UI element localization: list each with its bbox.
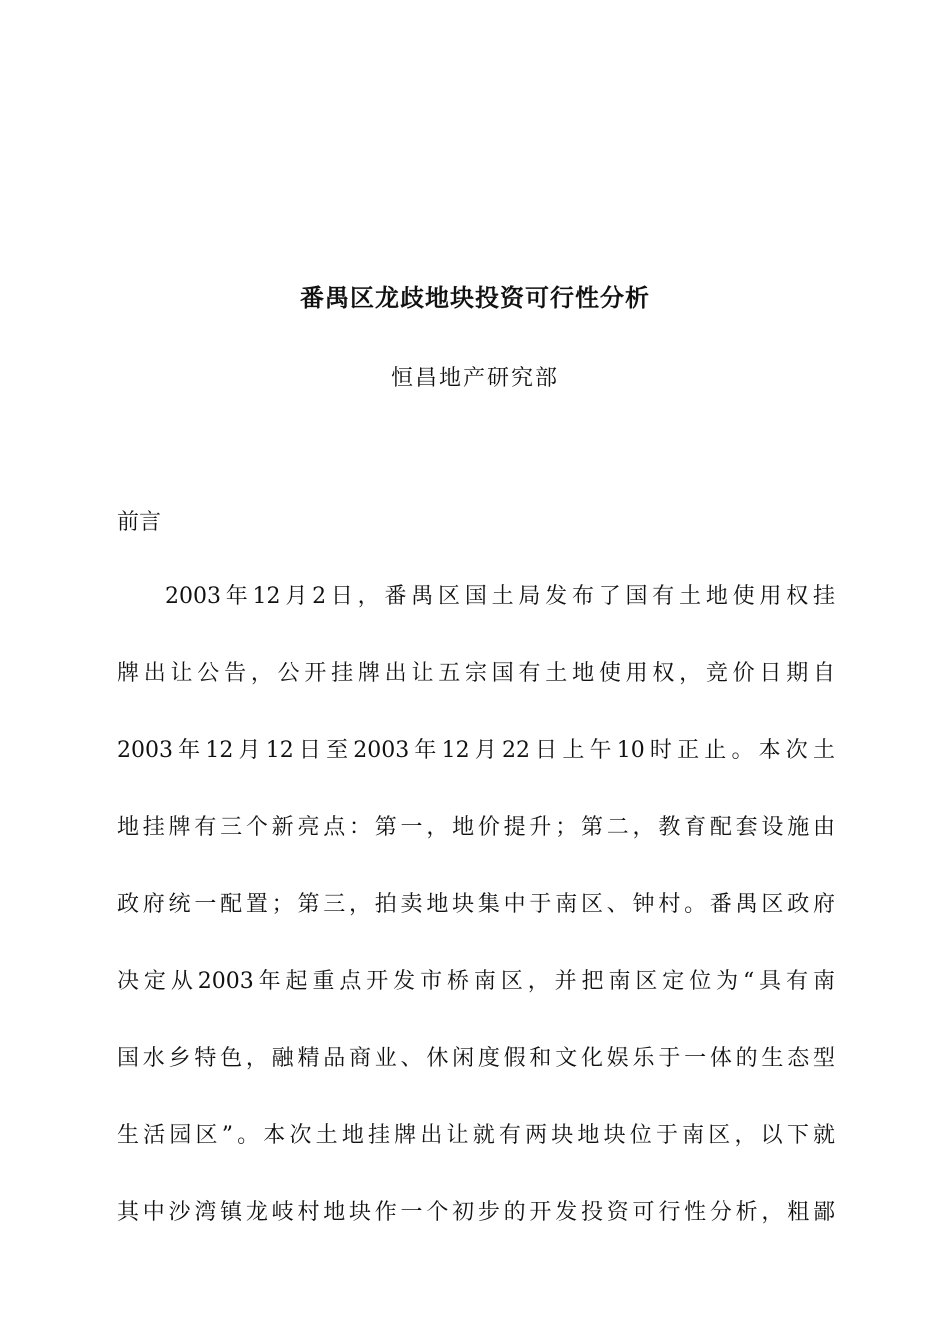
paragraph-line: 2003年12月2日，番禺区国土局发布了国有土地使用权挂: [165, 584, 835, 609]
paragraph-line: 决定从2003年起重点开发市桥南区，并把南区定位为“具有南: [117, 969, 835, 994]
paragraph-line: 其中沙湾镇龙岐村地块作一个初步的开发投资可行性分析，粗鄙: [117, 1200, 835, 1225]
paragraph-line: 政府统一配置；第三，拍卖地块集中于南区、钟村。番禺区政府: [117, 892, 835, 917]
paragraph-line: 地挂牌有三个新亮点：第一，地价提升；第二，教育配套设施由: [117, 815, 835, 840]
document-title: 番禺区龙歧地块投资可行性分析: [300, 283, 650, 312]
paragraph-line: 牌出让公告，公开挂牌出让五宗国有土地使用权，竞价日期自: [117, 661, 835, 686]
preface-paragraph: [117, 580, 835, 1273]
document-author: 恒昌地产研究部: [390, 366, 559, 391]
paragraph-line: 2003年12月12日至2003年12月22日上午10时正止。本次土: [117, 738, 835, 763]
paragraph-line: 国水乡特色，融精品商业、休闲度假和文化娱乐于一体的生态型: [117, 1046, 835, 1071]
paragraph-line: 生活园区”。本次土地挂牌出让就有两块地块位于南区，以下就: [117, 1123, 835, 1148]
section-heading-preface: 前言: [117, 510, 162, 535]
